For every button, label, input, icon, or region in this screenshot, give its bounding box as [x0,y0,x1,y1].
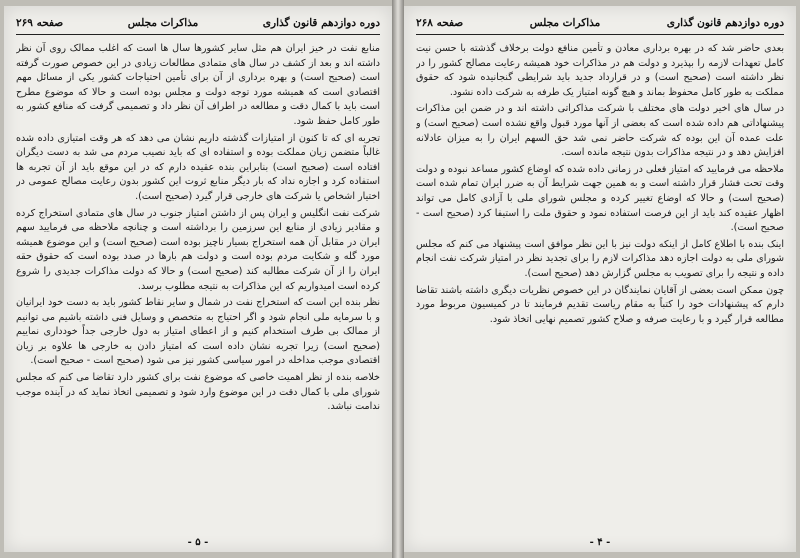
left-page-header [16,12,380,35]
paragraph: ملاحظه می فرمایید که امتیاز فعلی در زمانی داده شده که اوضاع کشور مساعد نبوده و دولت وقت تحت فشار قرار داشته است و به همین جهت شرایط آن به ضرر ایران تمام شده است (صحیح است) و حالا که اوضاع تغییر کرده و مجلس شورای ملی با آزادی کامل می تواند اظهار عقیده کند باید از این فرصت استفاده نمود و حقوق ملت را استیفا کرد (صحیح است - صحیح است). [416,163,784,234]
left-page [4,6,392,552]
paragraph: اینک بنده با اطلاع کامل از اینکه دولت نیز با این نظر موافق است پیشنهاد می کنم که مجلس شورای ملی به دولت اجازه دهد مذاکرات لازم را برای تجدید نظر در امتیاز شرکت نفت انجام داده و نتیجه را برای تصویب به مجلس گزارش دهد (صحیح است). [416,238,784,279]
paragraph: بعدی حاضر شد که در بهره برداری معادن و تأمین منافع دولت برخلاف گذشته با حسن نیت کامل تعهدات لازمه را بپذیرد و دولت هم در مذاکرات خود همیشه رعایت مصالح کشور را در نظر داشته است (صحیح است) و در قرارداد جدید باید شرایطی گنجانیده شود که حقوق مملکت به طور کامل محفوظ بماند و هیچ گونه امتیاز یک طرفه به شرکت داده نشود. [416,43,784,98]
right-page-body [416,42,784,530]
left-page-title: دوره دوازدهم قانون گذاری [262,17,380,29]
right-page [404,6,796,552]
paragraph: نظر بنده این است که استخراج نفت در شمال و سایر نقاط کشور باید به دست خود ایرانیان و با سرمایه ملی انجام شود و اگر احتیاج به متخصص و وسایل فنی داشته باشیم می توانیم از ممالک بی طرف استخدام کنیم و از اعطای امتیاز به دول خارجی جداً خودداری نماییم (صحیح است) زیرا تجربه نشان داده است که امتیاز دادن به خارجی ها علاوه بر زیان اقتصادی موجب مداخله در امور سیاسی کشور نیز می شود (صحیح است - صحیح است). [16,297,380,367]
left-page-footer: - ۵ - [187,537,209,548]
right-page-number: صفحه ۲۶۸ [416,17,464,29]
left-page-section: مذاکرات مجلس [127,17,199,29]
paragraph: چون ممکن است بعضی از آقایان نمایندگان در این خصوص نظریات دیگری داشته باشند تقاضا دارم که پیشنهادات خود را کتباً به مقام ریاست تقدیم فرمایند تا در کمیسیون مربوط مورد مطالعه قرار گیرد و با رعایت صرفه و صلاح کشور تصمیم نهایی اتخاذ شود. [416,284,784,325]
paragraph: در سال های اخیر دولت های مختلف با شرکت مذاکراتی داشته اند و در ضمن این مذاکرات پیشنهاداتی هم داده شده است که بعضی از آنها مورد قبول واقع نشده است (صحیح است) و علت عمده آن این بوده که شرکت حاضر نمی شد حق السهم ایران را به میزان عادلانه افزایش دهد و در نتیجه مذاکرات بدون نتیجه مانده است. [416,103,784,159]
left-page-number: صفحه ۲۶۹ [16,17,64,29]
paragraph: شرکت نفت انگلیس و ایران پس از داشتن امتیاز جنوب در سال های متمادی استخراج کرده و مقادیر زیادی از منابع این سرزمین را برداشته است و چنانچه ملاحظه می فرمایید سهم ایران در مقابل آن همه استخراج بسیار ناچیز بوده است (صحیح است) و این موضوع همیشه مورد گله و شکایت مردم بوده است و دولت هم بارها در صدد بوده است که حقوق حقه ایران را از آن شرکت مطالبه کند (صحیح است) و حالا که دولت مذاکرات جدیدی را شروع کرده است امیدواریم که این مذاکرات به نتیجه مطلوب برسد. [16,207,380,292]
right-page-footer: - ۴ - [589,537,611,548]
right-page-section: مذاکرات مجلس [529,17,601,29]
right-page-header [416,12,784,35]
paragraph: خلاصه بنده از نظر اهمیت خاصی که موضوع نفت برای کشور دارد تقاضا می کنم که مجلس شورای ملی با کمال دقت در این موضوع وارد شود و تصمیمی اتخاذ نماید که در آینده موجب ندامت نباشد. [16,372,380,413]
left-page-body [16,42,380,530]
paragraph: تجربه ای که تا کنون از امتیازات گذشته داریم نشان می دهد که هر وقت امتیازی داده شده غالباً متضمن زیان مملکت بوده و استفاده ای که باید نصیب مردم می شد به دست دیگران افتاده است (صحیح است) بنابراین بنده عقیده دارم که در این موقع باید از آن تجربه ها استفاده کرد و اجازه نداد که بار دیگر منابع ثروت این کشور بدون رعایت مصالح عمومی در اختیار اشخاص یا شرکت های خارجی قرار گیرد (صحیح است). [16,132,380,202]
book-gutter [392,0,404,558]
paragraph: منابع نفت در خیز ایران هم مثل سایر کشورها سال ها است که اغلب ممالک روی آن نظر داشته اند و بعد از کشف در سال های متمادی مطالعات زیادی در این خصوص صورت گرفته است (صحیح است) و بهره برداری از آن برای تأمین احتیاجات کشور یکی از مسائل مهم اقتصادی است که همیشه مورد توجه دولت و مجلس بوده است و حالا که موضوع مطرح است باید با کمال دقت و مطالعه در اطراف آن نظر داد و تصمیمی گرفت که منافع کشور به طور کامل حفظ شود. [16,43,380,127]
right-page-title: دوره دوازدهم قانون گذاری [666,17,784,29]
